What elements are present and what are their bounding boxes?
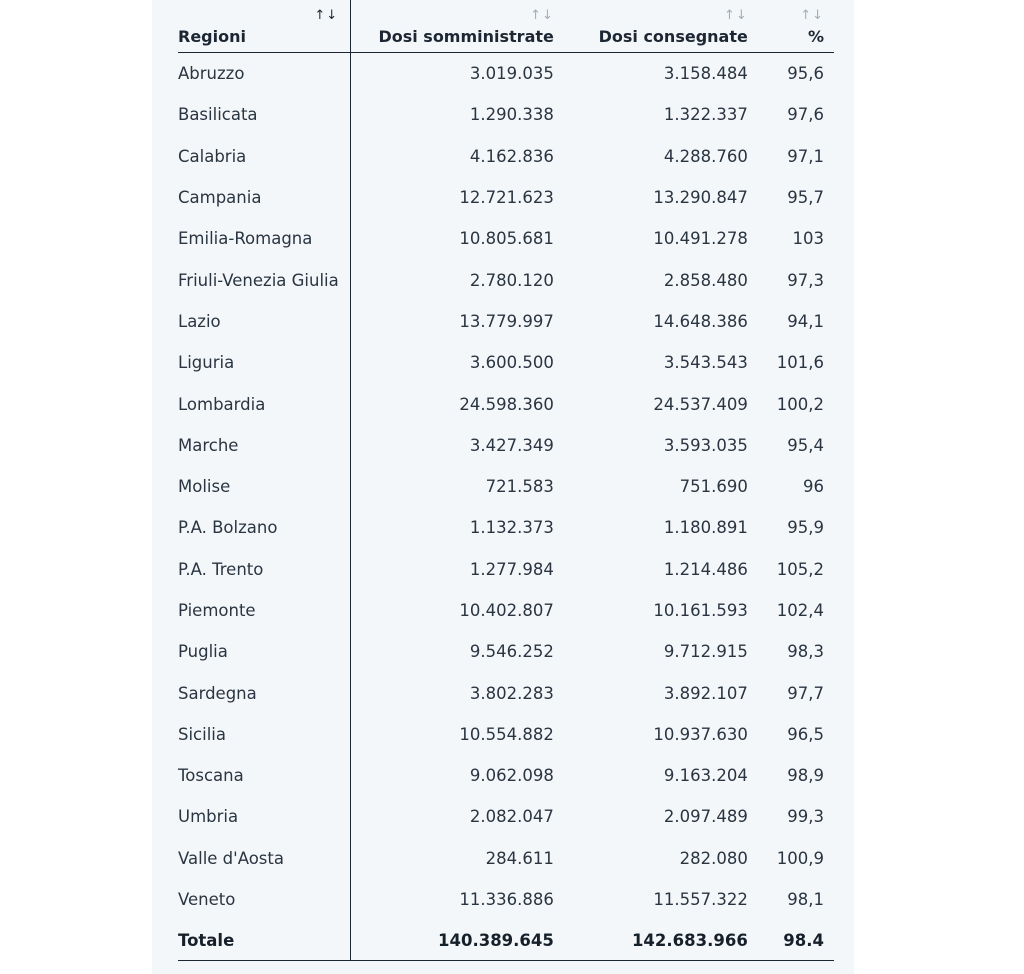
table-row — [178, 53, 834, 95]
sort-arrows-icon[interactable]: ↑↓ — [724, 8, 748, 23]
table-row — [178, 177, 834, 218]
cell-delivered: 24.537.409 — [653, 394, 748, 414]
cell-delivered: 2.097.489 — [663, 807, 748, 827]
cell-region: Lombardia — [178, 383, 351, 424]
cell-percent: 97,6 — [787, 105, 824, 125]
cell-administered: 721.583 — [485, 477, 554, 497]
cell-region: Sardegna — [178, 672, 351, 713]
cell-administered: 3.600.500 — [469, 353, 554, 373]
table-row — [178, 425, 834, 466]
cell-percent: 96,5 — [787, 724, 824, 744]
cell-administered: 10.554.882 — [459, 724, 554, 744]
table-row — [178, 94, 834, 135]
cell-administered: 11.336.886 — [459, 890, 554, 910]
vaccine-doses-table — [178, 0, 834, 961]
cell-percent: 96 — [803, 477, 824, 497]
cell-percent: 101,6 — [776, 353, 824, 373]
cell-region: Lazio — [178, 301, 351, 342]
cell-region: Emilia-Romagna — [178, 218, 351, 259]
header-row — [178, 0, 834, 53]
cell-delivered: 1.180.891 — [663, 518, 748, 538]
table-row — [178, 714, 834, 755]
table-row — [178, 796, 834, 837]
cell-administered: 3.019.035 — [469, 64, 554, 84]
header-administered[interactable] — [351, 0, 564, 53]
cell-percent: 98,9 — [787, 766, 824, 786]
cell-delivered: 3.543.543 — [663, 353, 748, 373]
cell-region: Liguria — [178, 342, 351, 383]
cell-delivered: 10.937.630 — [653, 724, 748, 744]
sort-arrows-icon[interactable]: ↑↓ — [530, 8, 554, 23]
header-administered-label: Dosi somministrate — [378, 27, 554, 46]
cell-percent: 105,2 — [776, 559, 824, 579]
cell-percent: 103 — [792, 229, 824, 249]
cell-percent: 95,6 — [787, 64, 824, 84]
cell-administered: 9.546.252 — [469, 642, 554, 662]
cell-region: Valle d'Aosta — [178, 838, 351, 879]
cell-administered: 1.132.373 — [469, 518, 554, 538]
cell-region: Toscana — [178, 755, 351, 796]
cell-percent: 97,1 — [787, 146, 824, 166]
sort-arrows-icon[interactable]: ↑↓ — [800, 8, 824, 23]
cell-region: P.A. Bolzano — [178, 507, 351, 548]
total-region: Totale — [178, 920, 351, 961]
cell-delivered: 1.214.486 — [663, 559, 748, 579]
total-administered: 140.389.645 — [351, 920, 564, 961]
cell-region: Marche — [178, 425, 351, 466]
cell-administered: 2.082.047 — [469, 807, 554, 827]
cell-region: Basilicata — [178, 94, 351, 135]
cell-delivered: 9.163.204 — [663, 766, 748, 786]
cell-delivered: 3.158.484 — [663, 64, 748, 84]
cell-region: Sicilia — [178, 714, 351, 755]
cell-administered: 4.162.836 — [469, 146, 554, 166]
cell-percent: 97,7 — [787, 683, 824, 703]
cell-delivered: 10.491.278 — [653, 229, 748, 249]
header-percent[interactable] — [758, 0, 834, 53]
cell-percent: 98,1 — [787, 890, 824, 910]
total-delivered: 142.683.966 — [564, 920, 758, 961]
table-row — [178, 383, 834, 424]
table-panel — [152, 0, 854, 974]
table-row — [178, 879, 834, 920]
table-row — [178, 507, 834, 548]
cell-region: Friuli-Venezia Giulia — [178, 259, 351, 300]
cell-delivered: 3.892.107 — [663, 683, 748, 703]
table-row — [178, 466, 834, 507]
header-delivered[interactable] — [564, 0, 758, 53]
cell-administered: 24.598.360 — [459, 394, 554, 414]
table-row — [178, 342, 834, 383]
cell-administered: 10.805.681 — [459, 229, 554, 249]
cell-administered: 9.062.098 — [469, 766, 554, 786]
cell-percent: 97,3 — [787, 270, 824, 290]
header-region[interactable] — [178, 0, 351, 53]
cell-percent: 100,2 — [776, 394, 824, 414]
cell-administered: 12.721.623 — [459, 188, 554, 208]
cell-percent: 95,9 — [787, 518, 824, 538]
cell-delivered: 13.290.847 — [653, 188, 748, 208]
cell-administered: 3.427.349 — [469, 435, 554, 455]
cell-region: Abruzzo — [178, 53, 351, 95]
cell-region: Umbria — [178, 796, 351, 837]
table-body — [178, 53, 834, 921]
cell-percent: 95,7 — [787, 188, 824, 208]
cell-percent: 100,9 — [776, 848, 824, 868]
cell-administered: 10.402.807 — [459, 601, 554, 620]
table-row — [178, 672, 834, 713]
cell-administered: 1.290.338 — [469, 105, 554, 125]
cell-percent: 102,4 — [776, 601, 824, 620]
table-row — [178, 259, 834, 300]
table-row — [178, 838, 834, 879]
table-row — [178, 301, 834, 342]
cell-percent: 94,1 — [787, 311, 824, 331]
cell-delivered: 3.593.035 — [663, 435, 748, 455]
cell-region: Piemonte — [178, 590, 351, 631]
header-delivered-label: Dosi consegnate — [598, 27, 748, 46]
cell-administered: 2.780.120 — [469, 270, 554, 290]
cell-administered: 13.779.997 — [459, 311, 554, 331]
cell-percent: 95,4 — [787, 435, 824, 455]
cell-delivered: 2.858.480 — [663, 270, 748, 290]
cell-region: Molise — [178, 466, 351, 507]
cell-percent: 98,3 — [787, 642, 824, 662]
sort-arrows-icon[interactable]: ↑↓ — [314, 8, 339, 23]
table-row — [178, 549, 834, 590]
cell-delivered: 11.557.322 — [653, 890, 748, 910]
cell-delivered: 14.648.386 — [653, 311, 748, 331]
cell-region: P.A. Trento — [178, 549, 351, 590]
table-row — [178, 590, 834, 631]
cell-delivered: 282.080 — [679, 848, 748, 868]
cell-region: Puglia — [178, 631, 351, 672]
cell-region: Campania — [178, 177, 351, 218]
cell-region: Calabria — [178, 136, 351, 177]
cell-delivered: 1.322.337 — [663, 105, 748, 125]
cell-delivered: 10.161.593 — [653, 601, 748, 620]
header-percent-label: % — [807, 27, 824, 46]
table-row — [178, 755, 834, 796]
cell-delivered: 9.712.915 — [663, 642, 748, 662]
table-row — [178, 631, 834, 672]
table-row — [178, 136, 834, 177]
cell-delivered: 751.690 — [679, 477, 748, 497]
header-region-label: Regioni — [178, 27, 246, 46]
cell-region: Veneto — [178, 879, 351, 920]
total-percent: 98.4 — [758, 920, 834, 961]
cell-administered: 3.802.283 — [469, 683, 554, 703]
cell-delivered: 4.288.760 — [663, 146, 748, 166]
cell-percent: 99,3 — [787, 807, 824, 827]
cell-administered: 284.611 — [485, 848, 554, 868]
total-row — [178, 920, 834, 961]
cell-administered: 1.277.984 — [469, 559, 554, 579]
table-row — [178, 218, 834, 259]
